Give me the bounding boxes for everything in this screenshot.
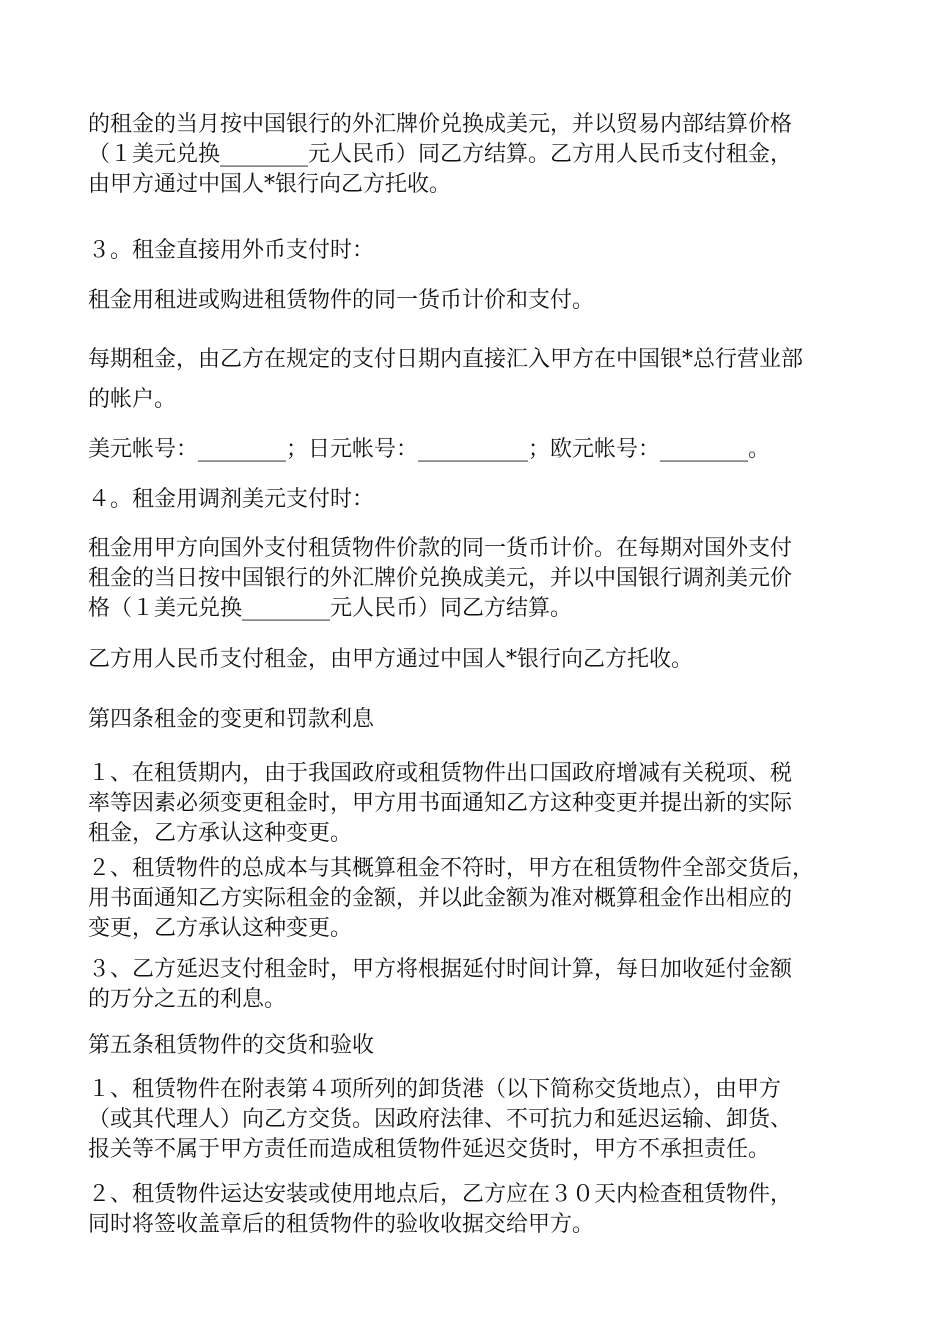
- paragraph-each-period-rent: 每期租金，由乙方在规定的支付日期内直接汇入甲方在中国银*总行营业部: [88, 347, 804, 372]
- paragraph-account: 的帐户。: [88, 387, 177, 412]
- paragraph-rent-conversion-trade: 的租金的当月按中国银行的外汇牌价兑换成美元，并以贸易内部结算价格 （１美元兑换________元人民币）同乙方结算。乙方用人民币支付租金， 由甲方通过中国人*银行向乙方托收。: [88, 112, 793, 197]
- article-4-heading: 第四条租金的变更和罚款利息: [88, 707, 375, 732]
- article-5-item-2: ２、租赁物件运达安装或使用地点后，乙方应在３０天内检查租赁物件， 同时将签收盖章后的租赁物件的验收收据交给甲方。: [88, 1182, 793, 1237]
- paragraph-account-numbers: 美元帐号：________；日元帐号：__________；欧元帐号：________。: [88, 437, 771, 462]
- paragraph-same-currency: 租金用租进或购进租赁物件的同一货币计价和支付。: [88, 288, 595, 313]
- article-5-item-1: １、租赁物件在附表第４项所列的卸货港（以下简称交货地点），由甲方 （或其代理人）向乙方交货。因政府法律、不可抗力和延迟运输、卸货、 报关等不属于甲方责任而造成租赁物件延迟交货时，甲方不承担责任。: [88, 1077, 793, 1162]
- clause-3-foreign-currency-heading: ３。租金直接用外币支付时：: [88, 238, 375, 263]
- paragraph-rmb-payment: 乙方用人民币支付租金，由甲方通过中国人*银行向乙方托收。: [88, 647, 694, 672]
- article-4-item-2: ２、租赁物件的总成本与其概算租金不符时，甲方在租赁物件全部交货后， 用书面通知乙方实际租金的金额，并以此金额为准对概算租金作出相应的 变更，乙方承认这种变更。: [88, 856, 815, 941]
- article-4-item-1: １、在租赁期内，由于我国政府或租赁物件出口国政府增减有关税项、税 率等因素必须变更租金时，甲方用书面通知乙方这种变更并提出新的实际 租金，乙方承认这种变更。: [88, 761, 793, 846]
- article-4-item-3: ３、乙方延迟支付租金时，甲方将根据延付时间计算，每日加收延付金额 的万分之五的利息。: [88, 957, 793, 1012]
- clause-4-swap-dollar-heading: ４。租金用调剂美元支付时：: [88, 487, 375, 512]
- paragraph-swap-dollar-pricing: 租金用甲方向国外支付租赁物件价款的同一货币计价。在每期对国外支付 租金的当日按中国银行的外汇牌价兑换成美元，并以中国银行调剂美元价 格（１美元兑换________元人民币）同乙方结算。: [88, 536, 793, 621]
- article-5-heading: 第五条租赁物件的交货和验收: [88, 1033, 375, 1058]
